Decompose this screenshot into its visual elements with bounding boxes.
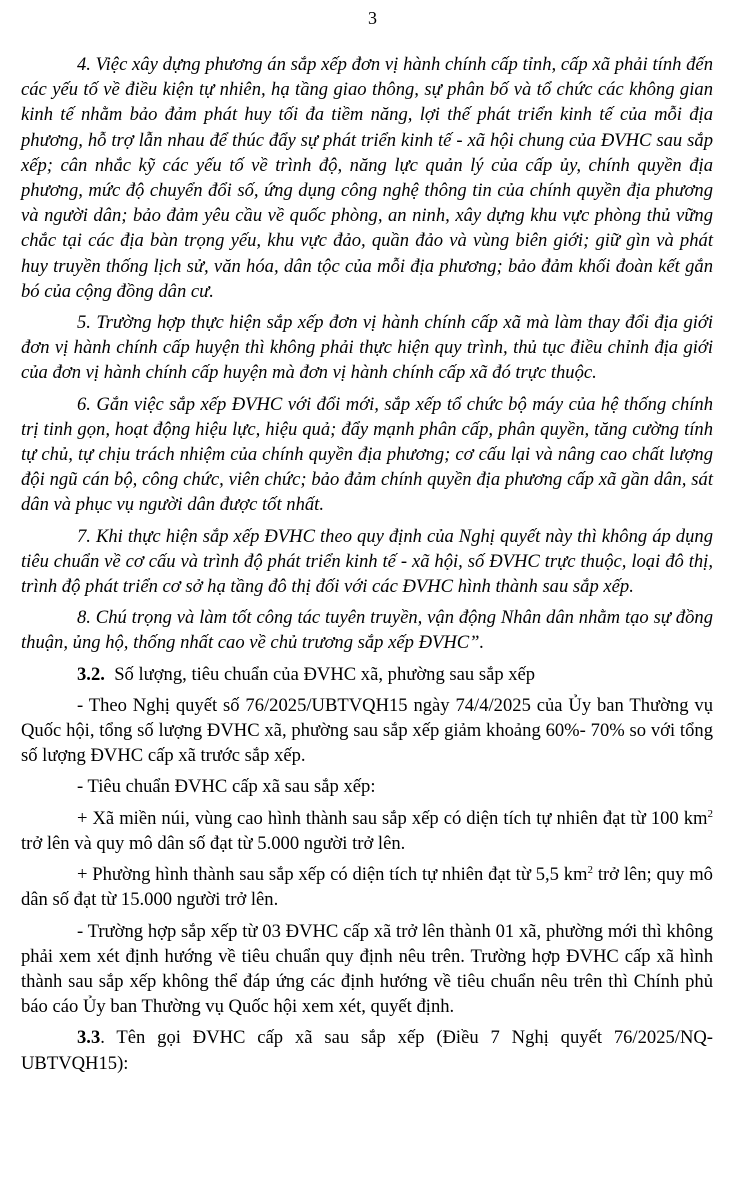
section-number-3-3: 3.3 — [77, 1027, 101, 1049]
paragraph-quantity: - Theo Nghị quyết số 76/2025/UBTVQH15 ngày 74/4/2025 của Ủy ban Thường vụ Quốc hội, tổng số lượng ĐVHC xã, phường sau sắp xếp giảm khoảng 60%- 70% so với tổng số lượng ĐVHC cấp xã trước sắp xếp. — [21, 694, 713, 767]
section-heading-3-2 — [21, 662, 713, 687]
paragraph-item-4: 4. Việc xây dựng phương án sắp xếp đơn vị hành chính cấp tỉnh, cấp xã phải tính đến các yếu tố về điều kiện tự nhiên, hạ tầng giao thông, sự phân bố và tổ chức các không gian kinh tế nhằm bảo đảm phát huy tối đa tiềm năng, lợi thế phát triển kinh tế của mỗi địa phương, hỗ trợ lẫn nhau để thúc đẩy sự phát triển kinh tế - xã hội chung của ĐVHC sau sắp xếp; cân nhắc kỹ các yếu tố về trình độ, năng lực quản lý của cấp ủy, chính quyền địa phương, mức độ chuyển đổi số, ứng dụng công nghệ thông tin của chính quyền địa phương và người dân; bảo đảm yêu cầu về quốc phòng, an ninh, xây dựng khu vực phòng thủ vững chắc tại các địa bàn trọng yếu, khu vực đảo, quần đảo và vùng biên giới; giữ gìn và phát huy truyền thống lịch sử, văn hóa, dân tộc của mỗi địa phương; bảo đảm khối đoàn kết gắn bó của cộng đồng dân cư. — [21, 54, 713, 302]
section-heading-3-3 — [21, 1025, 713, 1075]
paragraph-commune-standard: + Xã miền núi, vùng cao hình thành sau sắp xếp có diện tích tự nhiên đạt từ 100 $km^2$ trở lên và quy mô dân số đạt từ 5.000 người trở lên. — [21, 807, 713, 854]
paragraph-item-8: 8. Chú trọng và làm tốt công tác tuyên truyền, vận động Nhân dân nhằm tạo sự đồng thuận, ủng hộ, thống nhất cao về chủ trương sắp xếp ĐVHC”. — [21, 607, 713, 654]
section-title-3-2: Số lượng, tiêu chuẩn của ĐVHC xã, phường sau sắp xếp — [114, 663, 536, 685]
paragraph-item-5: 5. Trường hợp thực hiện sắp xếp đơn vị hành chính cấp xã mà làm thay đổi địa giới đơn vị hành chính cấp huyện thì không phải thực hiện quy trình, thủ tục điều chỉnh địa giới của đơn vị hành chính cấp huyện mà đơn vị hành chính cấp xã đó trực thuộc. — [21, 312, 713, 384]
paragraph-ward-standard: + Phường hình thành sau sắp xếp có diện tích tự nhiên đạt từ 5,5 $km^2$ trở lên; quy mô dân số đạt từ 15.000 người trở lên. — [21, 863, 713, 911]
paragraph-standards-intro: - Tiêu chuẩn ĐVHC cấp xã sau sắp xếp: — [77, 776, 376, 798]
paragraph-item-6: 6. Gắn việc sắp xếp ĐVHC với đổi mới, sắp xếp tổ chức bộ máy của hệ thống chính trị tinh gọn, hoạt động hiệu lực, hiệu quả; đẩy mạnh phân cấp, phân quyền, tăng cường tính tự chủ, tự chịu trách nhiệm của chính quyền địa phương; cơ cấu lại và nâng cao chất lượng đội ngũ cán bộ, công chức, viên chức; bảo đảm chính quyền địa phương cấp xã gần dân, sát dân và phục vụ người dân được tốt nhất. — [21, 393, 713, 516]
paragraph-item-7: 7. Khi thực hiện sắp xếp ĐVHC theo quy định của Nghị quyết này thì không áp dụng tiêu chuẩn về cơ cấu và trình độ phát triển kinh tế - xã hội, số ĐVHC trực thuộc, loại đô thị, trình độ phát triển cơ sở hạ tầng đô thị đối với các ĐVHC hình thành sau sắp xếp. — [21, 525, 713, 598]
paragraph-exception: - Trường hợp sắp xếp từ 03 ĐVHC cấp xã trở lên thành 01 xã, phường mới thì không phải xem xét định hướng về tiêu chuẩn quy định nêu trên. Trường hợp ĐVHC cấp xã hình thành sau sắp xếp không thể đáp ứng các định hướng về tiêu chuẩn nêu trên thì Chính phủ báo cáo Ủy ban Thường vụ Quốc hội xem xét, quyết định. — [21, 920, 713, 1018]
section-number-3-2: 3.2. — [77, 663, 105, 685]
section-title-3-3: . Tên gọi ĐVHC cấp xã sau sắp xếp (Điều 7 Nghị quyết 76/2025/NQ-UBTVQH15): — [21, 1027, 713, 1074]
document-body — [21, 52, 713, 1082]
page-number: 3 — [368, 8, 377, 28]
